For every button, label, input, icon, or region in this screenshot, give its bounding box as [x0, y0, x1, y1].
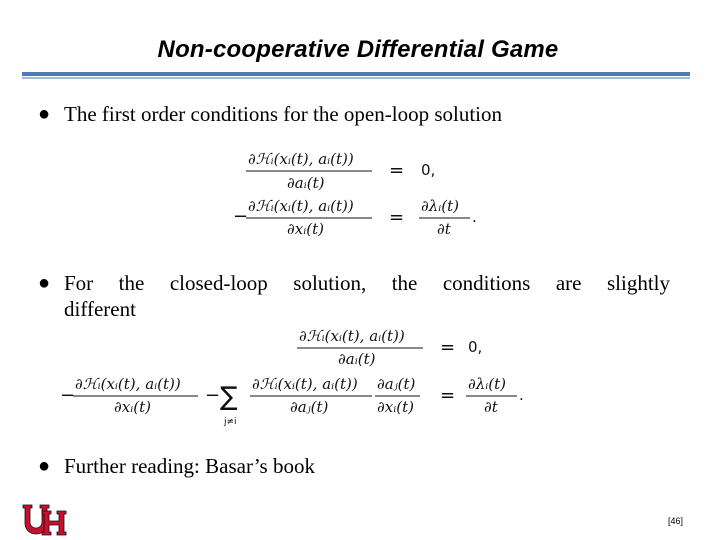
- cl-eq2-term1-numerator: ∂ℋᵢ(xᵢ(t), aᵢ(t)): [75, 375, 181, 393]
- eq1-rhs: 0,: [421, 161, 436, 179]
- eq1-equals: =: [389, 160, 405, 181]
- eq1-denominator: ∂aᵢ(t): [287, 174, 325, 192]
- cl-eq2-term2-numerator: ∂ℋᵢ(xᵢ(t), aᵢ(t)): [252, 375, 358, 393]
- cl-eq2-term3-denominator: ∂xᵢ(t): [377, 398, 414, 416]
- bullet-dot-1: ●: [38, 103, 51, 125]
- cl-eq2-rhs-denominator: ∂t: [484, 398, 498, 416]
- cl-eq1-equals: =: [440, 337, 456, 358]
- bullet-text-1: The first order conditions for the open-loop solution: [64, 102, 502, 126]
- cl-eq2-rhs-numerator: ∂λᵢ(t): [468, 375, 507, 393]
- cl-eq2-term1-denominator: ∂xᵢ(t): [114, 398, 151, 416]
- eq2-rhs-numerator: ∂λᵢ(t): [421, 197, 460, 215]
- cl-eq2-rhs-end: .: [519, 386, 524, 404]
- cl-eq2-term2-denominator: ∂aⱼ(t): [290, 398, 329, 416]
- cl-eq2-minus: −: [60, 385, 76, 406]
- bullet-dot-2: ●: [38, 272, 51, 294]
- cl-eq2-equals: =: [440, 385, 456, 406]
- eq2-minus: −: [233, 206, 249, 227]
- cl-eq2-term3-numerator: ∂aⱼ(t): [377, 375, 416, 393]
- sum-index: j≠i: [224, 417, 237, 427]
- bullet-text-2-line1: For the closed-loop solution, the conditions are slightly: [64, 271, 670, 295]
- eq2-rhs-denominator: ∂t: [437, 220, 451, 238]
- cl-eq1-numerator: ∂ℋᵢ(xᵢ(t), aᵢ(t)): [299, 327, 405, 345]
- slide-title: Non-cooperative Differential Game: [157, 36, 559, 63]
- bullet-dot-3: ●: [38, 455, 51, 477]
- eq1-numerator: ∂ℋᵢ(xᵢ(t), aᵢ(t)): [248, 150, 354, 168]
- sum-symbol: ∑: [220, 382, 238, 412]
- eq2-rhs-end: .: [472, 208, 477, 226]
- bullet-text-3: Further reading: Basar’s book: [64, 454, 315, 478]
- cl-eq1-denominator: ∂aᵢ(t): [338, 350, 376, 368]
- cl-eq1-rhs: 0,: [468, 338, 483, 356]
- cl-eq2-sum-minus: −: [205, 385, 221, 406]
- eq2-numerator: ∂ℋᵢ(xᵢ(t), aᵢ(t)): [248, 197, 354, 215]
- eq2-equals: =: [389, 207, 405, 228]
- uh-interlocking-logo-icon: [20, 503, 72, 537]
- eq2-denominator: ∂xᵢ(t): [287, 220, 324, 238]
- bullet-text-2-line2: different: [64, 297, 136, 321]
- page-number: [46]: [668, 516, 684, 526]
